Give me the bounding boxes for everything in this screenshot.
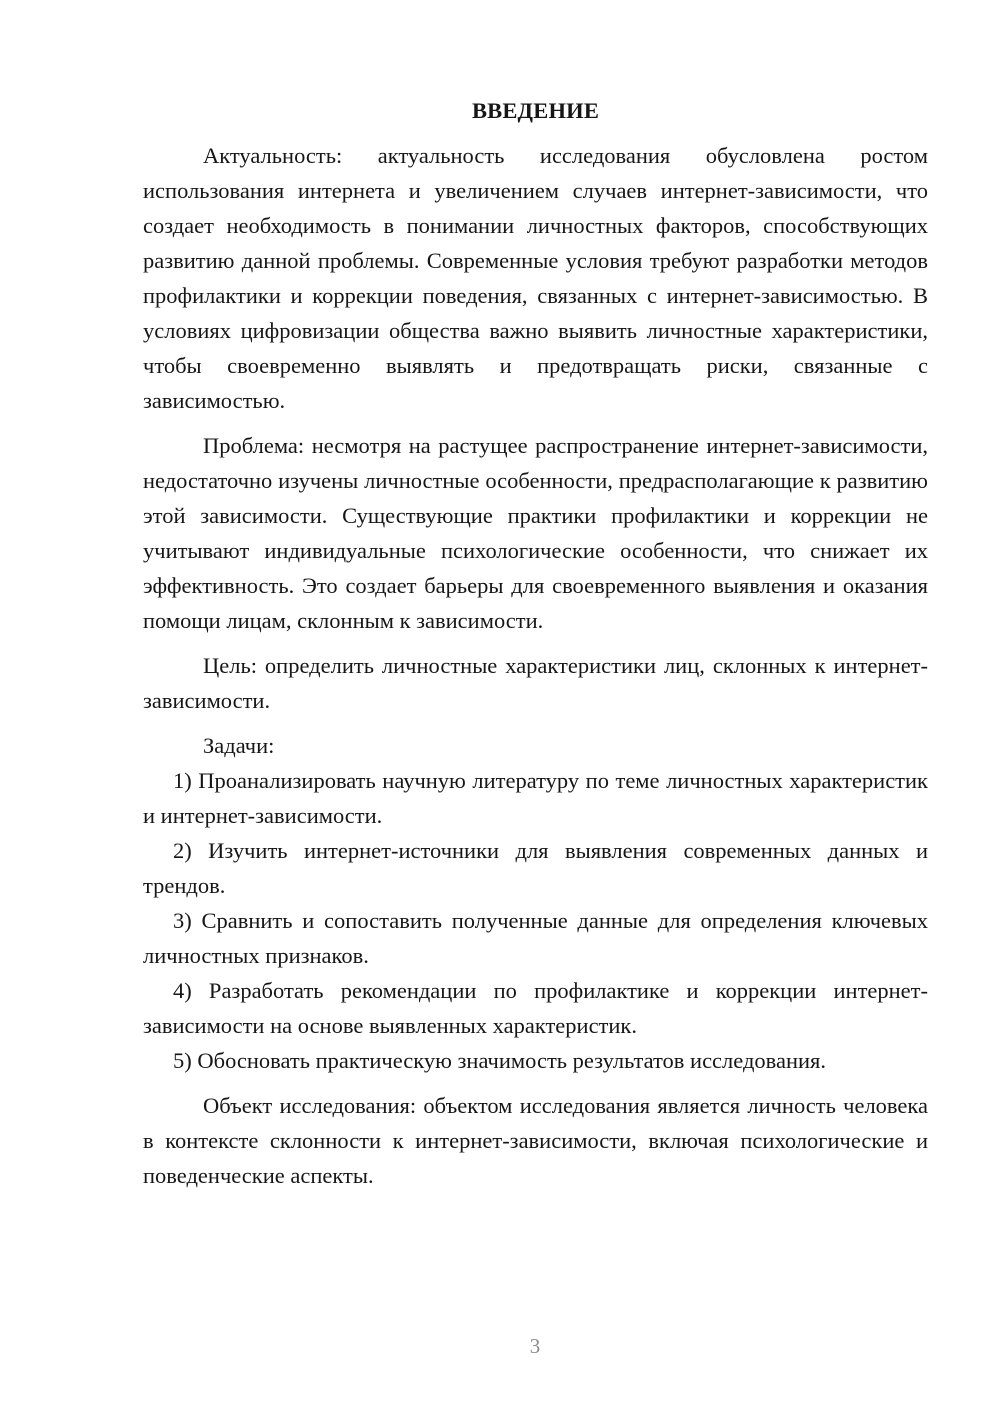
tasks-heading: Задачи:: [203, 733, 275, 758]
section-title: ВВЕДЕНИЕ: [471, 98, 600, 123]
task-item-2: 2) Изучить интернет-источники для выявления современных данных и трендов.: [143, 838, 928, 898]
page-number: 3: [529, 1334, 541, 1358]
task-item-5: 5) Обосновать практическую значимость результатов исследования.: [173, 1048, 827, 1073]
document-body: [143, 93, 928, 1193]
task-item-4: 4) Разработать рекомендации по профилактике и коррекции интернет-зависимости на основе выявленных характеристик.: [143, 978, 928, 1038]
paragraph-object: Объект исследования: объектом исследования является личность человека в контексте склонности к интернет-зависимости, включая психологические и поведенческие аспекты.: [143, 1093, 928, 1188]
task-item-1: 1) Проанализировать научную литературу по теме личностных характеристик и интернет-зависимости.: [143, 768, 928, 828]
paragraph-relevance: Актуальность: актуальность исследования обусловлена ростом использования интернета и увеличением случаев интернет-зависимости, что создает необходимость в понимании личностных факторов, способствующих развитию данной проблемы. Современные условия требуют разработки методов профилактики и коррекции поведения, связанных с интернет-зависимостью. В условиях цифровизации общества важно выявить личностные характеристики, чтобы своевременно выявлять и предотвращать риски, связанные с зависимостью.: [143, 143, 928, 413]
paragraph-problem: Проблема: несмотря на растущее распространение интернет-зависимости, недостаточно изучены личностные особенности, предрасполагающие к развитию этой зависимости. Существующие практики профилактики и коррекции не учитывают индивидуальные психологические особенности, что снижает их эффективность. Это создает барьеры для своевременного выявления и оказания помощи лицам, склонным к зависимости.: [143, 433, 928, 633]
paragraph-goal: Цель: определить личностные характеристики лиц, склонных к интернет-зависимости.: [143, 653, 928, 713]
task-item-3: 3) Сравнить и сопоставить полученные данные для определения ключевых личностных признаков.: [143, 908, 928, 968]
